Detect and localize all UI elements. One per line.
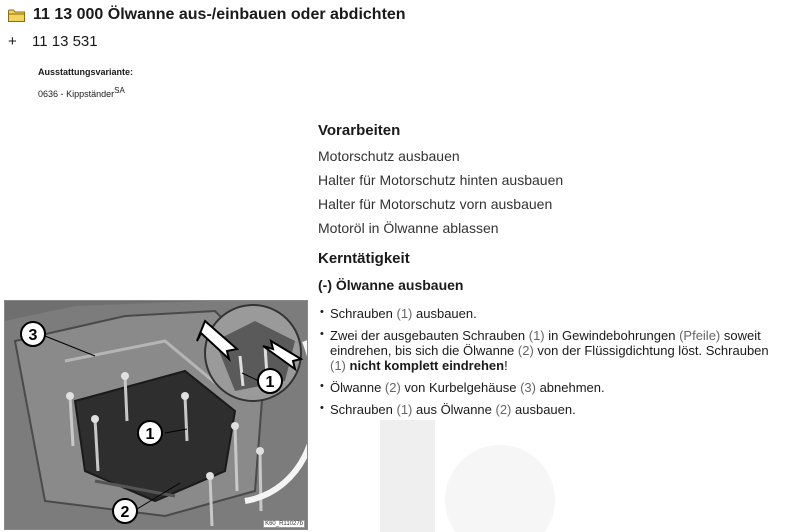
list-item: • Schrauben (1) aus Ölwanne (2) ausbauen. <box>318 402 783 417</box>
prep-step: Motorschutz ausbauen <box>318 148 460 164</box>
callout-label: 3 <box>28 327 38 344</box>
equipment-superscript: SA <box>114 86 125 95</box>
equipment-name: Kippständer <box>66 89 115 99</box>
page-title: 11 13 000 Ölwanne aus-/einbauen oder abdichten <box>33 6 406 23</box>
equipment-separator: - <box>60 89 64 99</box>
oil-pan-drawing <box>5 301 307 529</box>
callout-label: 1 <box>265 374 275 391</box>
expand-plus-icon[interactable]: + <box>8 33 17 50</box>
callout-label: 1 <box>145 426 155 443</box>
background-watermark-logo <box>380 420 600 532</box>
equipment-value <box>38 86 125 99</box>
prep-step: Motoröl in Ölwanne ablassen <box>318 220 499 236</box>
repair-code: 11 13 531 <box>32 33 98 50</box>
list-item: • Ölwanne (2) von Kurbelgehäuse (3) abnehmen. <box>318 380 783 395</box>
repair-code-row <box>8 33 98 50</box>
prep-step: Halter für Motorschutz vorn ausbauen <box>318 196 553 212</box>
callout-label: 2 <box>120 504 130 521</box>
title-row <box>8 6 406 24</box>
list-item: • Schrauben (1) ausbauen. <box>318 306 783 321</box>
folder-icon <box>8 9 25 22</box>
equipment-label: Ausstattungsvariante: <box>38 67 134 77</box>
instruction-list <box>318 306 783 424</box>
prep-step: Halter für Motorschutz hinten ausbauen <box>318 172 564 188</box>
prep-heading: Vorarbeiten <box>318 122 401 139</box>
list-item: • Zwei der ausgebauten Schrauben (1) in Gewindebohrungen (Pfeile) soweit eindrehen, bis sich die Ölwanne (2) von der Flüssigdichtung löst. Schrauben (1) nicht komplett eindrehen! <box>318 328 783 373</box>
equipment-code: 0636 <box>38 89 59 99</box>
core-heading: Kerntätigkeit <box>318 250 410 267</box>
engine-oil-pan-illustration <box>4 300 308 530</box>
warning-text: nicht komplett eindrehen <box>349 358 505 373</box>
core-subheading: (-) Ölwanne ausbauen <box>318 277 464 293</box>
figure-code: K60_R11027b <box>265 521 303 527</box>
